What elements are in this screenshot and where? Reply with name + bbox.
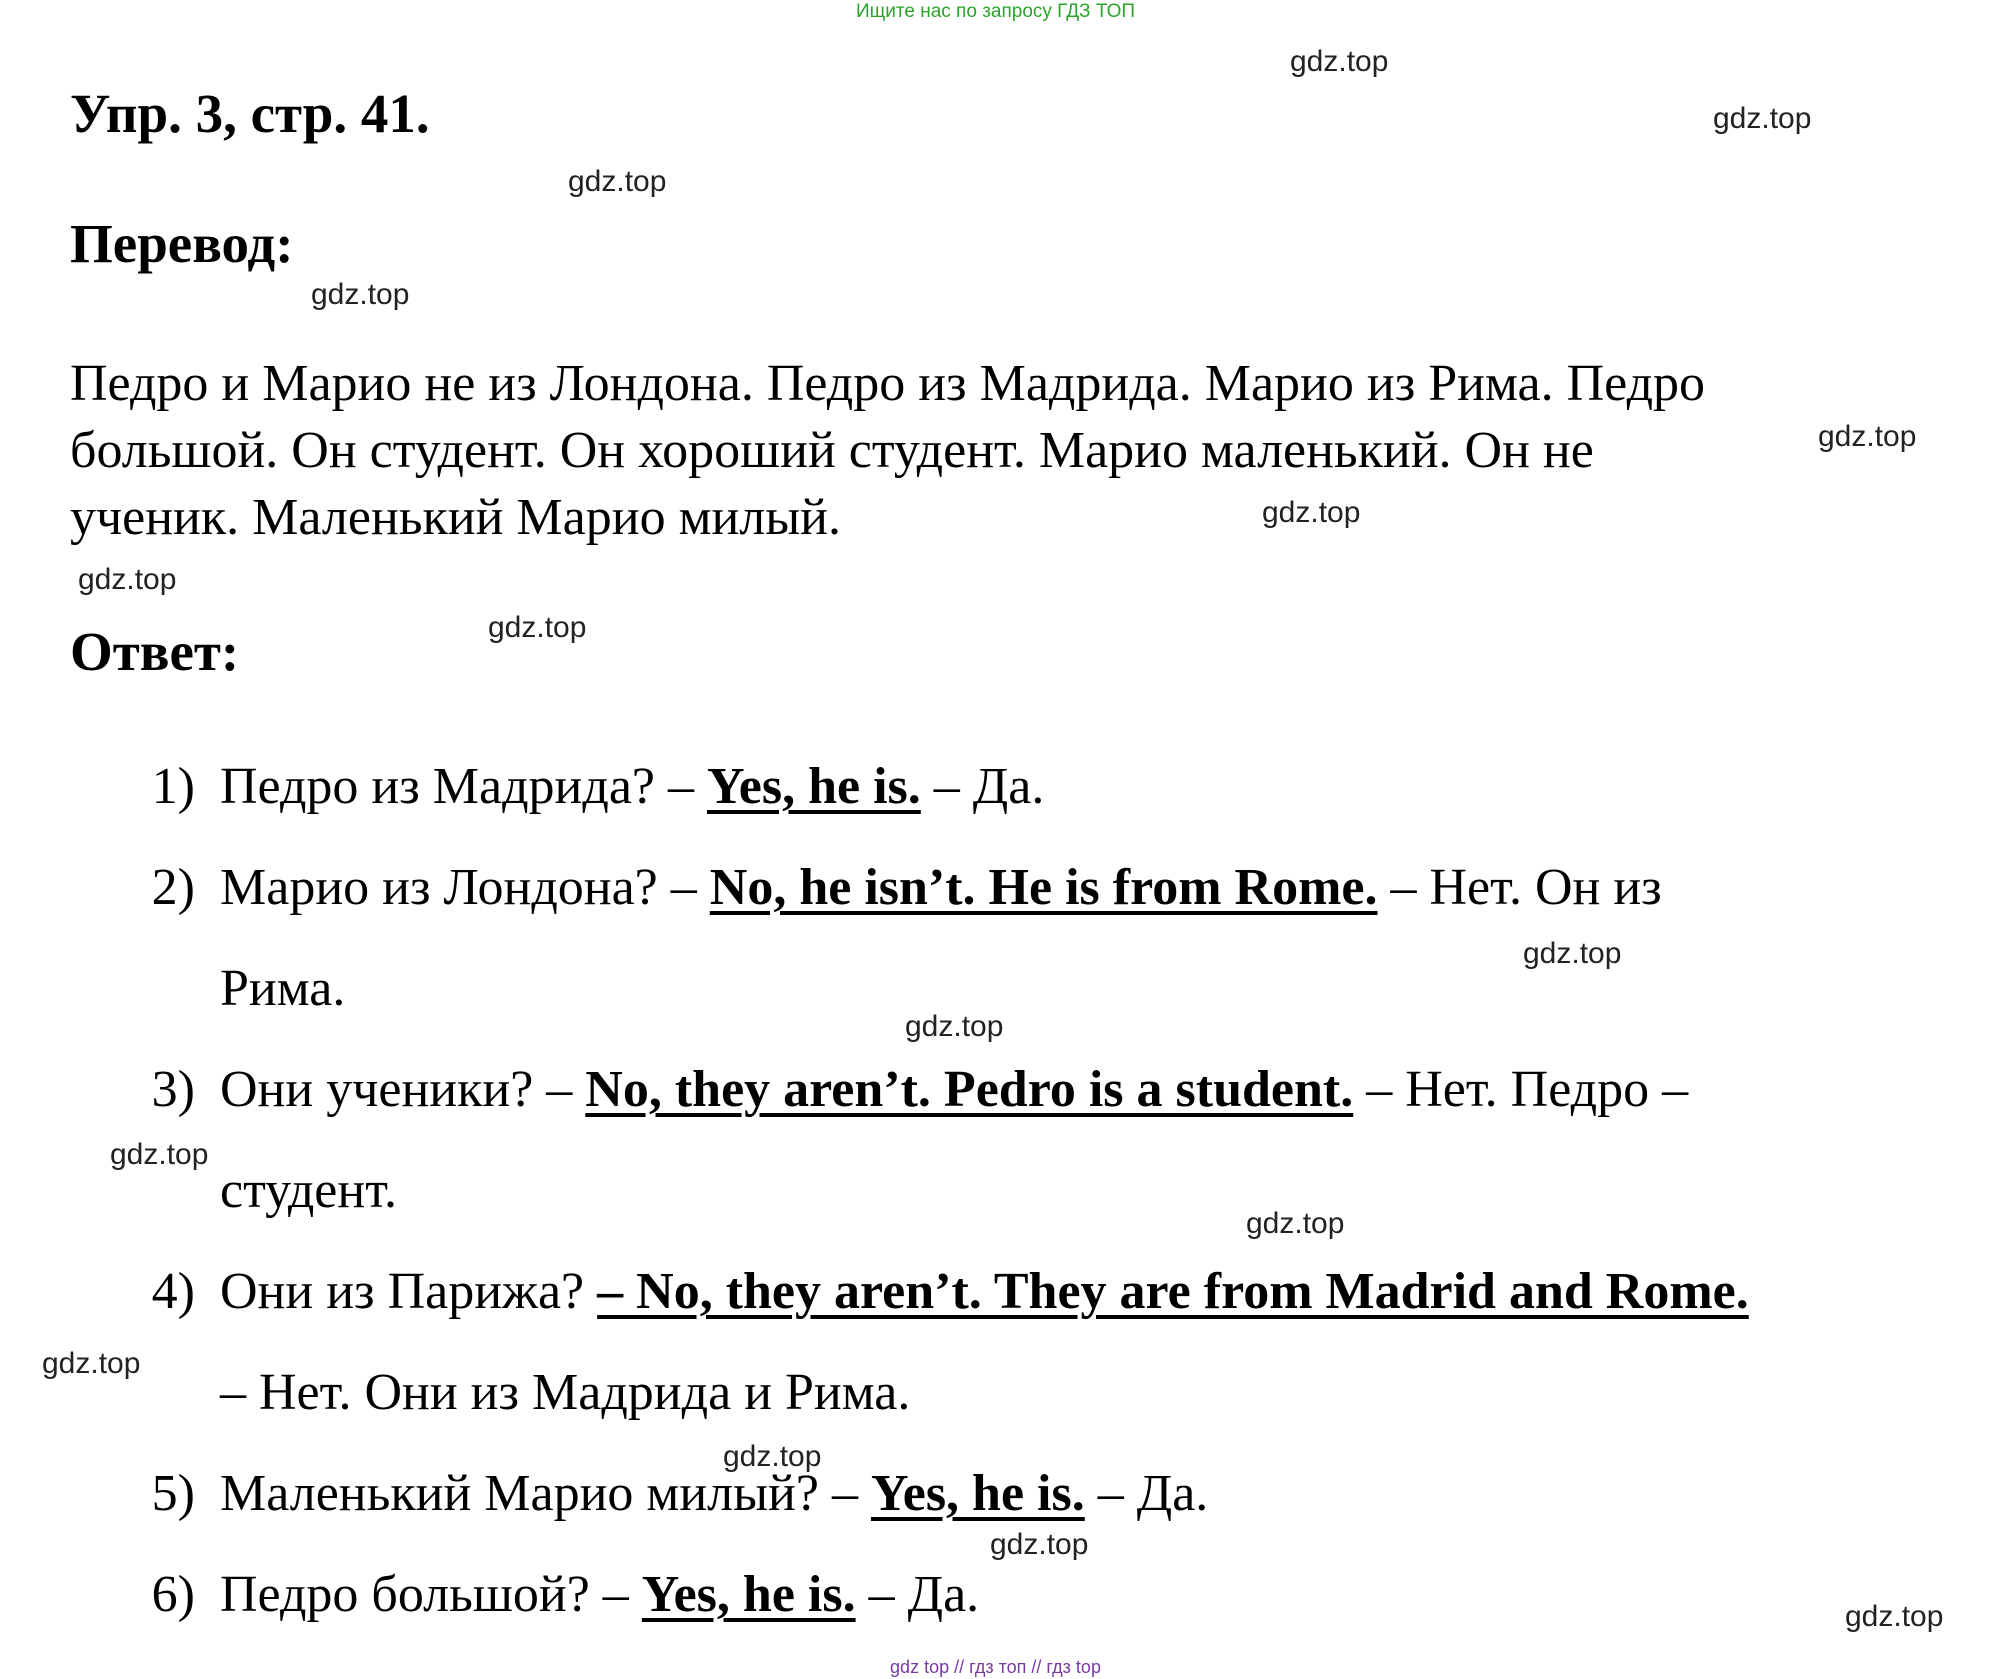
item-number: 4) bbox=[151, 1263, 195, 1320]
answer-item-5 bbox=[0, 1464, 1991, 1524]
watermark: gdz.top bbox=[990, 1528, 1089, 1561]
watermark: gdz.top bbox=[905, 1010, 1004, 1043]
watermark: gdz.top bbox=[488, 611, 587, 644]
item-text: Марио из Лондона? – No, he isn’t. He is from Rome. – Нет. Он из bbox=[220, 859, 1662, 916]
item-continuation: Рима. bbox=[220, 960, 346, 1017]
item-continuation: – Нет. Они из Мадрида и Рима. bbox=[220, 1364, 911, 1421]
watermark: gdz.top bbox=[1246, 1207, 1345, 1240]
item-number: 1) bbox=[151, 758, 195, 815]
translation-line: ученик. Маленький Марио милый. bbox=[70, 489, 842, 546]
answer-heading: Ответ: bbox=[70, 621, 240, 682]
watermark: gdz.top bbox=[311, 278, 410, 311]
translation-line: большой. Он студент. Он хороший студент. Марио маленький. Он не bbox=[70, 422, 1594, 479]
item-text: Они ученики? – No, they aren’t. Pedro is a student. – Нет. Педро – bbox=[220, 1061, 1689, 1118]
answer-text: No, he isn’t. He is from Rome. bbox=[709, 859, 1378, 916]
item-text: Маленький Марио милый? – Yes, he is. – Да. bbox=[220, 1465, 1209, 1522]
answer-item-1 bbox=[0, 757, 1991, 817]
item-number: 3) bbox=[151, 1061, 195, 1118]
watermark: gdz.top bbox=[42, 1347, 141, 1380]
item-number: 6) bbox=[151, 1566, 195, 1623]
watermark: gdz.top bbox=[1818, 420, 1917, 453]
answer-item-4 bbox=[0, 1262, 1991, 1322]
watermark: gdz.top bbox=[1523, 937, 1622, 970]
footer: gdz top // гдз топ // гдз top bbox=[890, 1657, 1101, 1677]
item-number: 2) bbox=[151, 859, 195, 916]
watermark: gdz.top bbox=[1262, 496, 1361, 529]
item-number: 5) bbox=[151, 1465, 195, 1522]
watermark: gdz.top bbox=[110, 1138, 209, 1171]
item-text: Они из Парижа? – No, they aren’t. They are from Madrid and Rome. bbox=[220, 1263, 1749, 1320]
translation-heading: Перевод: bbox=[70, 213, 294, 274]
answer-text: Yes, he is. bbox=[641, 1566, 856, 1623]
translation-line: Педро и Марио не из Лондона. Педро из Мадрида. Марио из Рима. Педро bbox=[70, 355, 1706, 412]
answer-item-6 bbox=[0, 1565, 1991, 1625]
watermark: gdz.top bbox=[78, 563, 177, 596]
watermark: gdz.top bbox=[1713, 102, 1812, 135]
answer-item-3 bbox=[0, 1060, 1991, 1120]
answer-text: No, they aren’t. Pedro is a student. bbox=[585, 1061, 1354, 1118]
translation-paragraph bbox=[70, 350, 1960, 551]
answer-text: – No, they aren’t. They are from Madrid and Rome. bbox=[597, 1263, 1749, 1320]
answer-text: Yes, he is. bbox=[870, 1465, 1085, 1522]
top-banner: Ищите нас по запросу ГДЗ ТОП bbox=[855, 1, 1136, 22]
watermark: gdz.top bbox=[1290, 45, 1389, 78]
item-text: Педро большой? – Yes, he is. – Да. bbox=[220, 1566, 980, 1623]
answer-text: Yes, he is. bbox=[707, 758, 921, 815]
item-continuation: студент. bbox=[220, 1162, 398, 1219]
watermark: gdz.top bbox=[568, 165, 667, 198]
item-text: Педро из Мадрида? – Yes, he is. – Да. bbox=[220, 758, 1045, 815]
page-title: Упр. 3, стр. 41. bbox=[70, 83, 430, 144]
watermark: gdz.top bbox=[1845, 1600, 1944, 1633]
answer-item-2 bbox=[0, 858, 1991, 918]
watermark: gdz.top bbox=[723, 1440, 822, 1473]
